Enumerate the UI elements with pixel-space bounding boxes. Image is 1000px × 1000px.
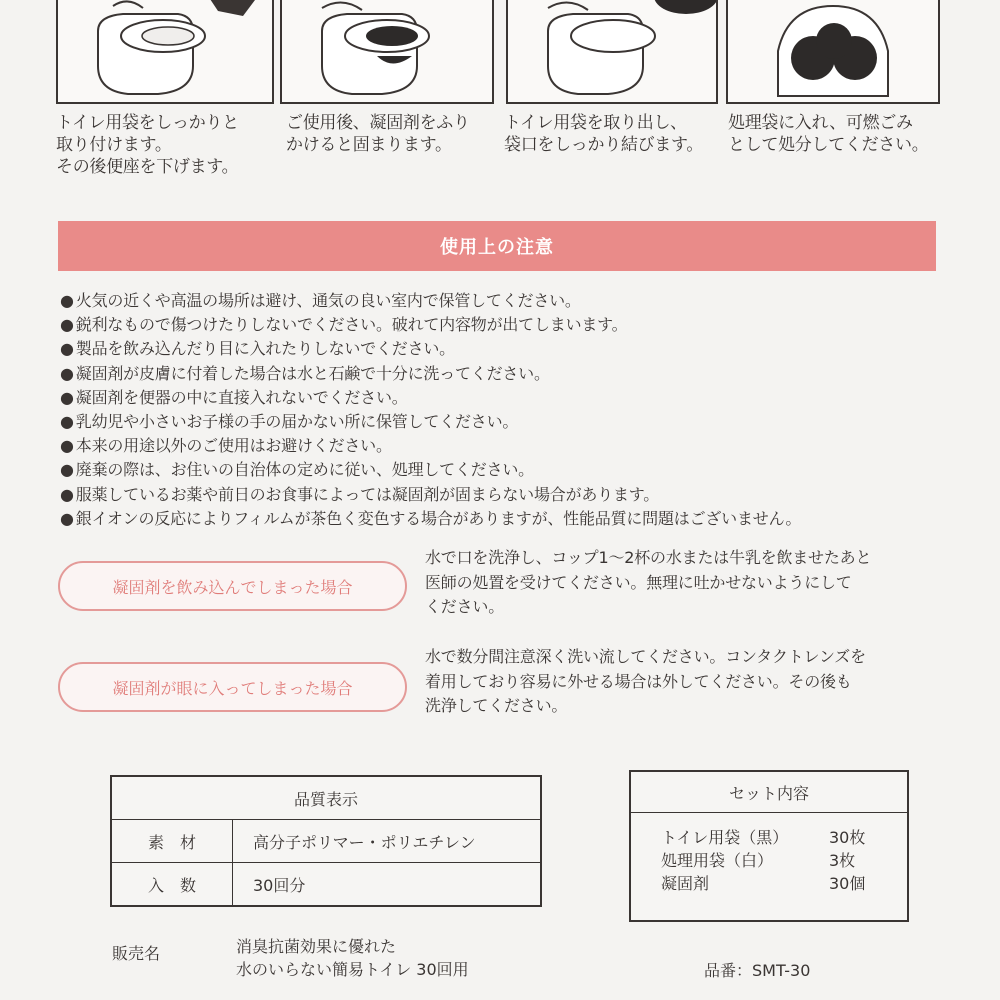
sales-label: 販売名 <box>112 944 161 963</box>
set-item-name: 処理用袋（白） <box>661 851 774 870</box>
set-item-qty: 30個 <box>829 874 866 893</box>
caution-item: ● 廃棄の際は、お住いの自治体の定めに従い、処理してください。 <box>60 458 801 482</box>
step-4-caption: 処理袋に入れ、可燃ごみ として処分してください。 <box>728 113 929 155</box>
quality-table <box>110 775 542 907</box>
quality-title: 品質表示 <box>111 776 541 820</box>
step-2-illustration <box>280 0 494 104</box>
caution-list <box>60 289 801 531</box>
quality-label: 素 材 <box>111 820 233 863</box>
set-contents-title: セット内容 <box>631 772 907 813</box>
step-1-caption: トイレ用袋をしっかりと 取り付けます。 その後便座を下げます。 <box>56 113 239 177</box>
caution-item: ● 凝固剤を便器の中に直接入れないでください。 <box>60 386 801 410</box>
caution-item: ● 製品を飲み込んだり目に入れたりしないでください。 <box>60 337 801 361</box>
step-3-caption: トイレ用袋を取り出し、 袋口をしっかり結びます。 <box>504 113 704 155</box>
caution-item: ● 火気の近くや高温の場所は避け、通気の良い室内で保管してください。 <box>60 289 801 313</box>
quality-value: 高分子ポリマー・ポリエチレン <box>233 820 542 863</box>
caution-item: ● 鋭利なもので傷つけたりしないでください。破れて内容物が出てしまいます。 <box>60 313 801 337</box>
caution-item: ● 服薬しているお薬や前日のお食事によっては凝固剤が固まらない場合があります。 <box>60 483 801 507</box>
quality-value: 30回分 <box>233 863 542 907</box>
table-row <box>111 820 541 863</box>
toilet-bag-attach-icon <box>58 0 272 102</box>
set-contents-box <box>629 770 909 922</box>
step-1-illustration <box>56 0 274 104</box>
disposal-bag-icon <box>728 0 938 102</box>
step-3-illustration <box>506 0 718 104</box>
set-item-name: トイレ用袋（黒） <box>661 828 789 847</box>
set-item-name: 凝固剤 <box>661 874 710 893</box>
tie-bag-icon <box>508 0 716 102</box>
eye-contact-label: 凝固剤が眼に入ってしまった場合 <box>58 662 407 712</box>
quality-label: 入 数 <box>111 863 233 907</box>
caution-item: ● 銀イオンの反応によりフィルムが茶色く変色する場合がありますが、性能品質に問題はございません。 <box>60 507 801 531</box>
product-code: 品番：SMT-30 <box>704 961 811 980</box>
eye-contact-advice: 水で数分間注意深く洗い流してください。コンタクトレンズを 着用しており容易に外せる場合は外してください。その後も 洗浄してください。 <box>425 647 866 715</box>
caution-item: ● 凝固剤が皮膚に付着した場合は水と石鹸で十分に洗ってください。 <box>60 362 801 386</box>
list-item <box>631 848 907 871</box>
swallowed-label: 凝固剤を飲み込んでしまった場合 <box>58 561 407 611</box>
sprinkle-coagulant-icon <box>282 0 492 102</box>
table-row <box>111 863 541 907</box>
caution-item: ● 本来の用途以外のご使用はお避けください。 <box>60 434 801 458</box>
caution-banner: 使用上の注意 <box>58 221 936 271</box>
step-2-caption: ご使用後、凝固剤をふり かけると固まります。 <box>286 113 470 155</box>
list-item <box>631 871 907 894</box>
swallowed-advice: 水で口を洗浄し、コップ1～2杯の水または牛乳を飲ませたあと 医師の処置を受けてください。無理に吐かせないようにして ください。 <box>425 548 872 616</box>
sales-name-line1: 消臭抗菌効果に優れた <box>236 937 397 956</box>
set-item-qty: 3枚 <box>829 851 856 870</box>
list-item <box>631 825 907 848</box>
set-item-qty: 30枚 <box>829 828 866 847</box>
caution-item: ● 乳幼児や小さいお子様の手の届かない所に保管してください。 <box>60 410 801 434</box>
sales-name-line2: 水のいらない簡易トイレ 30回用 <box>236 960 469 979</box>
step-4-illustration <box>726 0 940 104</box>
